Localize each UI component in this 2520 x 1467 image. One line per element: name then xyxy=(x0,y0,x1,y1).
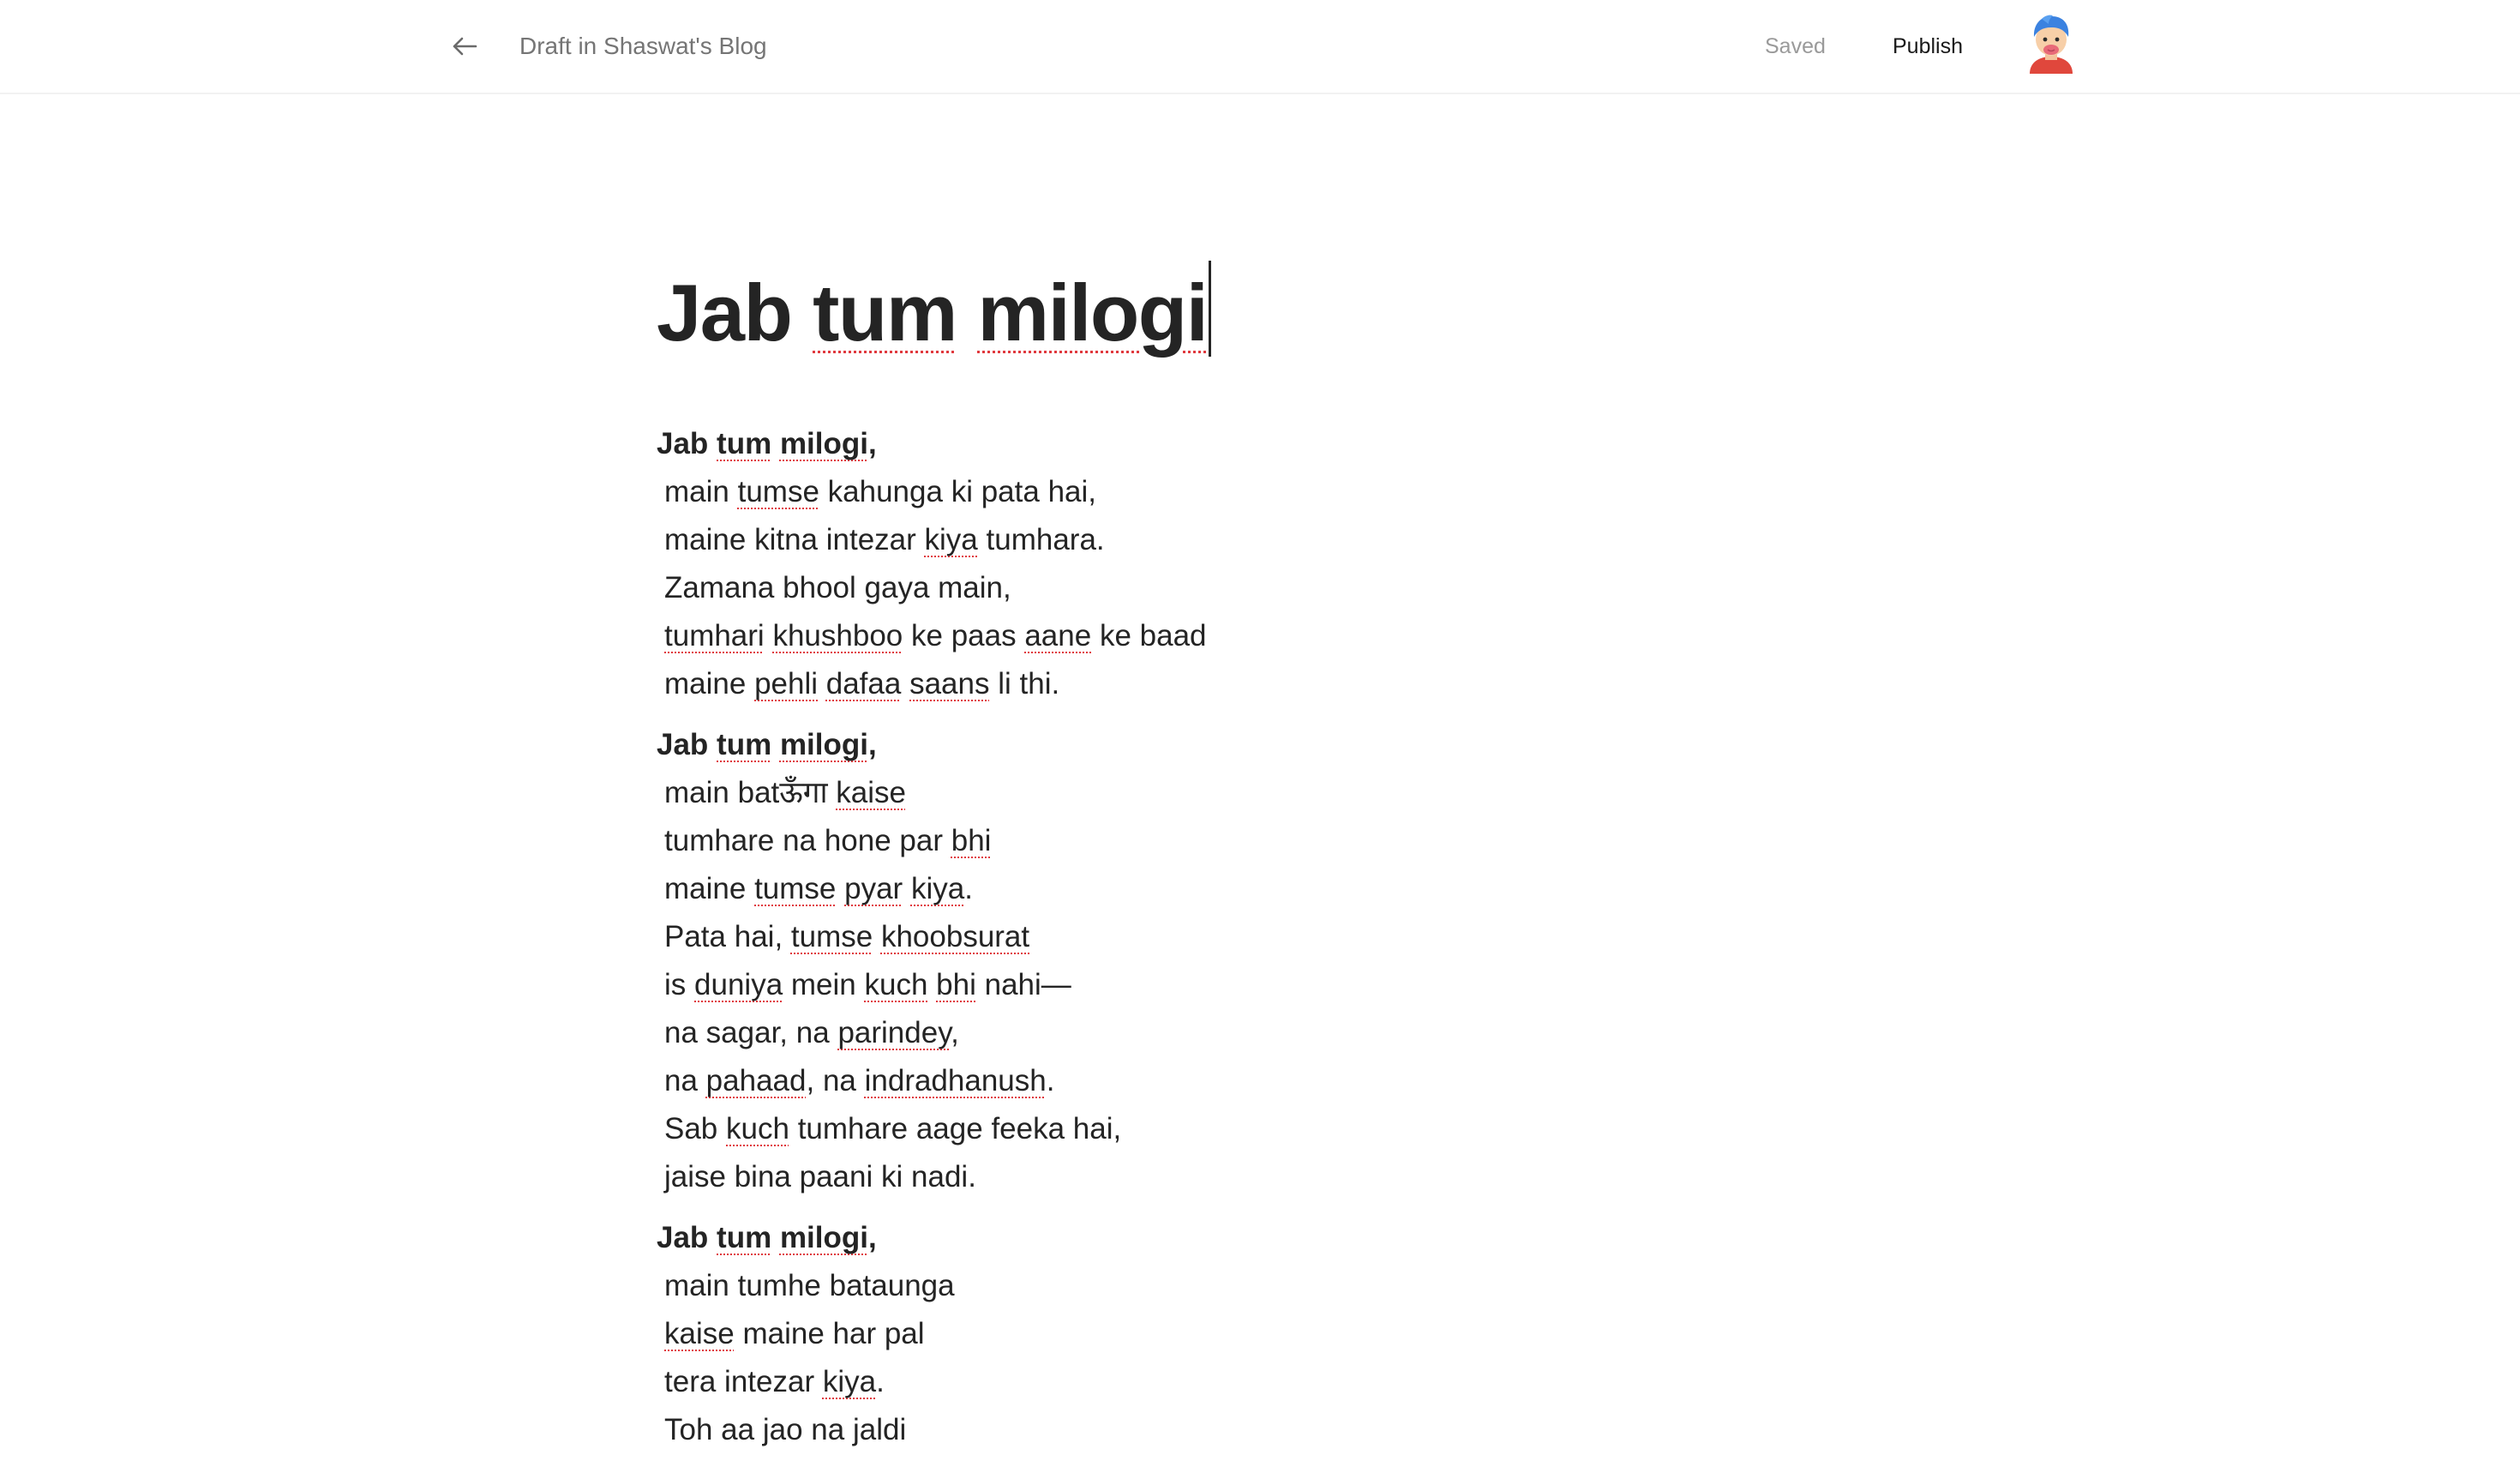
spellcheck-flagged-word: aane xyxy=(1024,619,1092,652)
stanza-heading: Jab tum milogi, xyxy=(657,728,877,761)
top-bar xyxy=(0,0,2520,94)
poem-line: na sagar, na parindey, xyxy=(664,1016,959,1049)
user-avatar-icon xyxy=(2025,14,2078,79)
spellcheck-flagged-word: kiya xyxy=(924,523,978,556)
spellcheck-flagged-word: tumse xyxy=(737,475,819,508)
save-status: Saved xyxy=(1765,34,1826,58)
spellcheck-flagged-word: dafaa xyxy=(825,667,902,700)
spellcheck-flagged-word: khushboo xyxy=(772,619,903,652)
post-body[interactable] xyxy=(657,420,1771,1467)
spellcheck-flagged-word: duniya xyxy=(694,968,783,1001)
stanza xyxy=(657,721,1771,1201)
spellcheck-flagged-word: pahaad xyxy=(705,1064,807,1097)
stanza xyxy=(657,1214,1771,1454)
spellcheck-flagged-word: indradhanush xyxy=(864,1064,1047,1097)
spellcheck-flagged-word: kiya xyxy=(822,1365,877,1398)
spellcheck-flagged-word: tumhari xyxy=(664,619,765,652)
spellcheck-flagged-word: tum xyxy=(717,427,772,460)
poem-line: tumhare na hone par bhi xyxy=(664,824,992,857)
spellcheck-flagged-word: bhi xyxy=(936,968,976,1001)
spellcheck-flagged-word: tumse xyxy=(790,920,873,953)
spellcheck-flagged-word: kaise xyxy=(664,1317,735,1350)
poem-line: Zamana bhool gaya main, xyxy=(664,571,1011,604)
stanza xyxy=(657,420,1771,708)
spellcheck-flagged-word: pehli xyxy=(754,667,819,700)
spellcheck-flagged-word: milogi xyxy=(779,1221,868,1254)
draft-location-label: Draft in Shaswat's Blog xyxy=(519,33,767,59)
text-cursor xyxy=(1209,261,1211,357)
spellcheck-flagged-word: tum xyxy=(717,728,772,761)
poem-line: maine kitna intezar kiya tumhara. xyxy=(664,523,1105,556)
spellcheck-flagged-word: tumse xyxy=(754,872,837,905)
poem-line: tumhari khushboo ke paas aane ke baad xyxy=(664,619,1207,652)
poem-line: is duniya mein kuch bhi nahi— xyxy=(664,968,1071,1001)
poem-line: na pahaad, na indradhanush. xyxy=(664,1064,1055,1097)
poem-line: main tumse kahunga ki pata hai, xyxy=(664,475,1096,508)
spellcheck-flagged-word: kiya xyxy=(910,872,965,905)
publish-button[interactable]: Publish xyxy=(1893,34,1963,58)
poem-line: Pata hai, tumse khoobsurat xyxy=(664,920,1030,953)
poem-line: Toh aa jao na jaldi xyxy=(664,1413,907,1446)
spellcheck-flagged-word: pyar xyxy=(844,872,903,905)
poem-line: jaise bina paani ki nadi. xyxy=(664,1160,976,1193)
spellcheck-flagged-word: milogi xyxy=(779,728,868,761)
poem-line: main batऊँगा kaise xyxy=(664,776,906,809)
spellcheck-flagged-word: saans xyxy=(909,667,990,700)
spellcheck-flagged-word: kuch xyxy=(726,1112,789,1145)
post-title-text: Jab tum milogi xyxy=(657,268,1208,358)
spellcheck-flagged-word: tum xyxy=(717,1221,772,1254)
spellcheck-flagged-word: milogi xyxy=(977,268,1208,358)
back-arrow-icon xyxy=(452,36,477,57)
stanza-heading: Jab tum milogi, xyxy=(657,427,877,460)
poem-line: kaise maine har pal xyxy=(664,1317,925,1350)
spellcheck-flagged-word: kaise xyxy=(836,776,906,809)
spellcheck-flagged-word: kuch xyxy=(864,968,928,1001)
stanza-heading: Jab tum milogi, xyxy=(657,1221,877,1254)
spellcheck-flagged-word: milogi xyxy=(779,427,868,460)
avatar[interactable] xyxy=(2025,14,2078,79)
spellcheck-flagged-word: tum xyxy=(813,268,957,358)
poem-line: Sab kuch tumhare aage feeka hai, xyxy=(664,1112,1122,1145)
post-title[interactable] xyxy=(657,266,1211,360)
poem-line: tera intezar kiya. xyxy=(664,1365,885,1398)
poem-line: main tumhe bataunga xyxy=(664,1269,955,1302)
spellcheck-flagged-word: parindey xyxy=(837,1016,951,1049)
spellcheck-flagged-word: bhi xyxy=(951,824,992,857)
back-button[interactable] xyxy=(444,26,485,67)
poem-line: maine pehli dafaa saans li thi. xyxy=(664,667,1060,700)
poem-line: maine tumse pyar kiya. xyxy=(664,872,973,905)
spellcheck-flagged-word: khoobsurat xyxy=(880,920,1030,953)
